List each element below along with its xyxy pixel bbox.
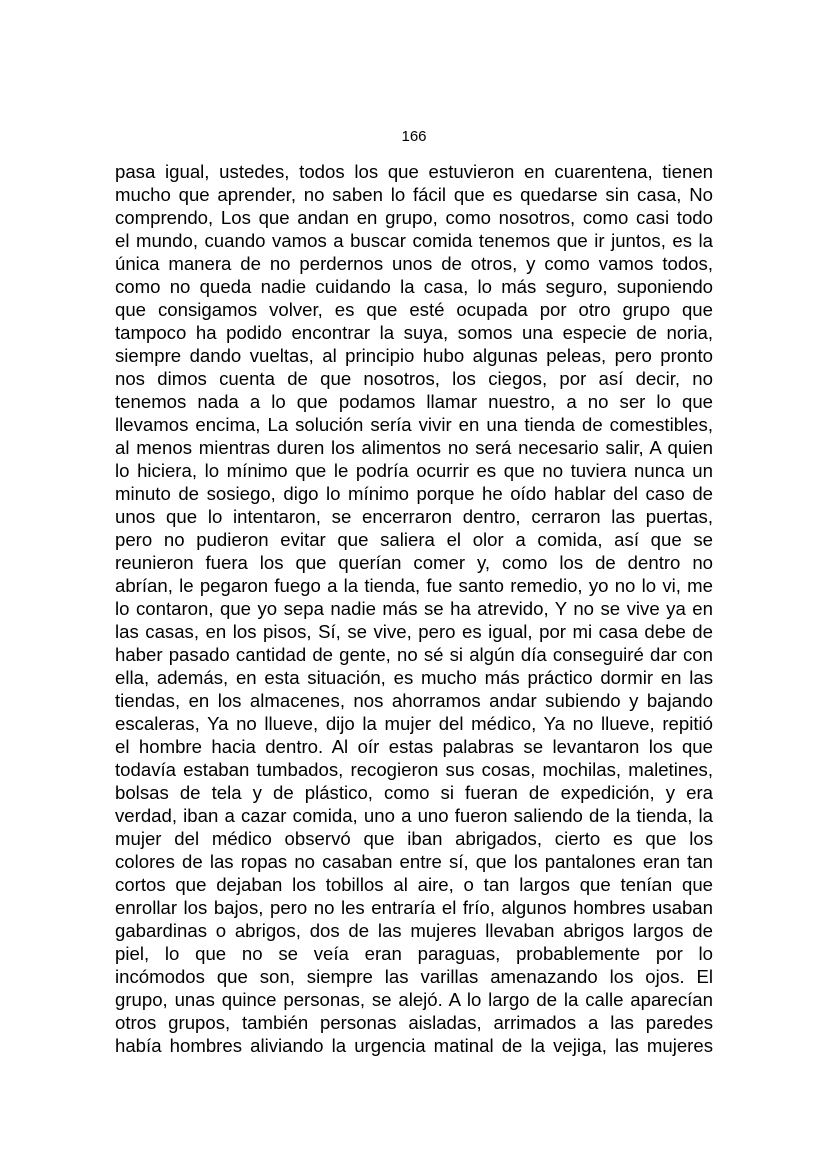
text-line: el hombre hacia dentro. Al oír estas palabras se levantaron los que — [115, 736, 713, 757]
text-line: pero no pudieron evitar que saliera el olor a comida, así que se — [115, 529, 713, 550]
text-line: tenemos nada a lo que podamos llamar nuestro, a no ser lo que — [115, 391, 713, 412]
text-line: minuto de sosiego, digo lo mínimo porque he oído hablar del caso de — [115, 483, 713, 504]
text-line: comprendo, Los que andan en grupo, como nosotros, como casi todo — [115, 207, 713, 228]
text-line: lo contaron, que yo sepa nadie más se ha atrevido, Y no se vive ya en — [115, 598, 713, 619]
text-line: mucho que aprender, no saben lo fácil que es quedarse sin casa, No — [115, 184, 713, 205]
text-line: incómodos que son, siempre las varillas amenazando los ojos. El — [115, 966, 713, 987]
text-line: como no queda nadie cuidando la casa, lo más seguro, suponiendo — [115, 276, 713, 297]
text-line: cortos que dejaban los tobillos al aire, o tan largos que tenían que — [115, 874, 713, 895]
text-line: nos dimos cuenta de que nosotros, los ciegos, por así decir, no — [115, 368, 713, 389]
text-line: tiendas, en los almacenes, nos ahorramos andar subiendo y bajando — [115, 690, 713, 711]
text-line: siempre dando vueltas, al principio hubo algunas peleas, pero pronto — [115, 345, 713, 366]
text-line: haber pasado cantidad de gente, no sé si algún día conseguiré dar con — [115, 644, 713, 665]
text-line: verdad, iban a cazar comida, uno a uno fueron saliendo de la tienda, la — [115, 805, 713, 826]
text-line: colores de las ropas no casaban entre sí, que los pantalones eran tan — [115, 851, 713, 872]
text-line: enrollar los bajos, pero no les entraría el frío, algunos hombres usaban — [115, 897, 713, 918]
body-text — [115, 160, 713, 1057]
text-line: había hombres aliviando la urgencia matinal de la vejiga, las mujeres — [115, 1035, 713, 1056]
text-line: ella, además, en esta situación, es mucho más práctico dormir en las — [115, 667, 713, 688]
text-line: piel, lo que no se veía eran paraguas, probablemente por lo — [115, 943, 713, 964]
text-line: única manera de no perdernos unos de otros, y como vamos todos, — [115, 253, 713, 274]
text-line: al menos mientras duren los alimentos no será necesario salir, A quien — [115, 437, 713, 458]
page-number: 166 — [401, 128, 427, 145]
text-line: el mundo, cuando vamos a buscar comida tenemos que ir juntos, es la — [115, 230, 713, 251]
text-line: grupo, unas quince personas, se alejó. A lo largo de la calle aparecían — [115, 989, 713, 1010]
text-line: que consigamos volver, es que esté ocupada por otro grupo que — [115, 299, 713, 320]
text-line: escaleras, Ya no llueve, dijo la mujer del médico, Ya no llueve, repitió — [115, 713, 713, 734]
text-line: otros grupos, también personas aisladas, arrimados a las paredes — [115, 1012, 713, 1033]
text-line: reunieron fuera los que querían comer y, como los de dentro no — [115, 552, 713, 573]
text-line: bolsas de tela y de plástico, como si fueran de expedición, y era — [115, 782, 713, 803]
text-line: pasa igual, ustedes, todos los que estuvieron en cuarentena, tienen — [115, 161, 713, 182]
text-line: mujer del médico observó que iban abrigados, cierto es que los — [115, 828, 713, 849]
text-line: lo hiciera, lo mínimo que le podría ocurrir es que no tuviera nunca un — [115, 460, 713, 481]
text-line: gabardinas o abrigos, dos de las mujeres llevaban abrigos largos de — [115, 920, 713, 941]
text-line: todavía estaban tumbados, recogieron sus cosas, mochilas, maletines, — [115, 759, 713, 780]
text-line: abrían, le pegaron fuego a la tienda, fue santo remedio, yo no lo vi, me — [115, 575, 713, 596]
text-line: llevamos encima, La solución sería vivir en una tienda de comestibles, — [115, 414, 713, 435]
text-line: unos que lo intentaron, se encerraron dentro, cerraron las puertas, — [115, 506, 713, 527]
text-line: las casas, en los pisos, Sí, se vive, pero es igual, por mi casa debe de — [115, 621, 713, 642]
text-line: tampoco ha podido encontrar la suya, somos una especie de noria, — [115, 322, 713, 343]
